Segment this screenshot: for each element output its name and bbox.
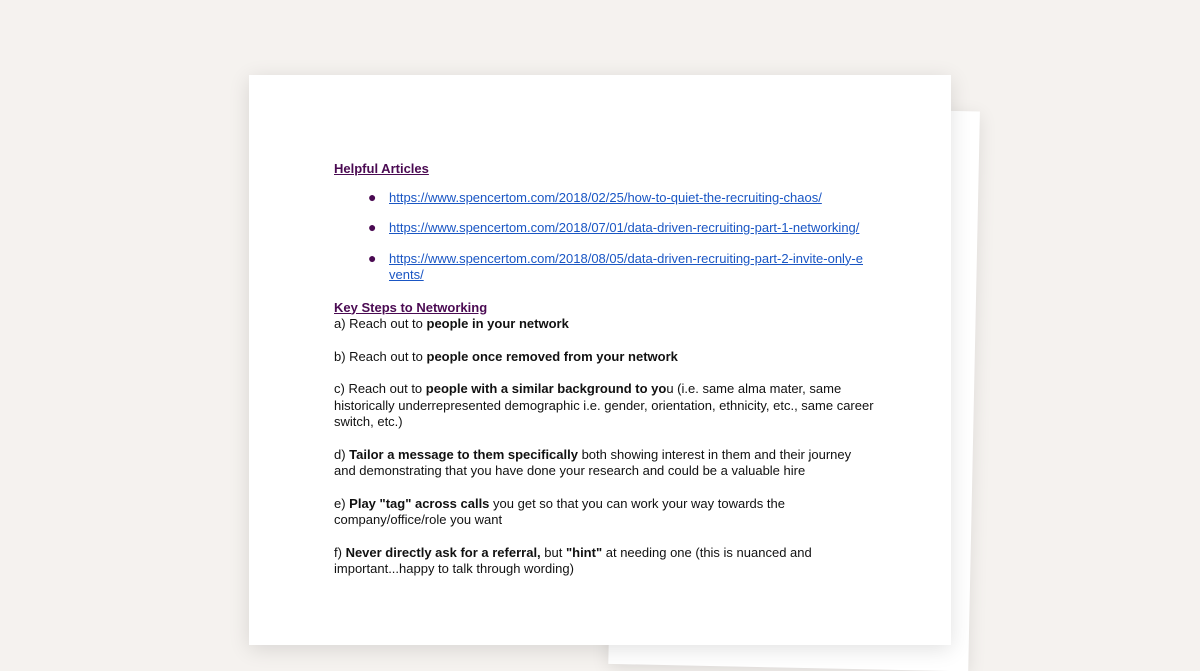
step-c (334, 381, 874, 431)
step-prefix: b) Reach out to (334, 348, 427, 364)
step-text: you get so that you can work your way towards the company/office/role you want (334, 495, 785, 527)
article-link-1[interactable]: https://www.spencertom.com/2018/02/25/how-to-quiet-the-recruiting-chaos/ (389, 189, 822, 205)
step-bold: Tailor a message to them specifically (349, 446, 578, 462)
step-prefix: e) (334, 495, 350, 511)
bullet-icon: ● (368, 219, 377, 235)
key-steps-heading: Key Steps to Networking (334, 299, 488, 315)
step-prefix: d) (334, 446, 350, 462)
step-bold: Never directly ask for a referral, (345, 544, 541, 560)
document-page (249, 75, 951, 645)
bullet-icon: ● (368, 188, 377, 205)
step-f (334, 545, 874, 578)
step-bold: people in your network (426, 316, 569, 331)
step-d (334, 447, 874, 480)
step-b (334, 349, 874, 366)
step-prefix: f) (334, 544, 346, 560)
step-prefix: a) Reach out to (334, 316, 427, 331)
article-link-2[interactable]: https://www.spencertom.com/2018/07/01/data-driven-recruiting-part-1-networking/ (389, 220, 860, 235)
step-bold: "hint" (565, 544, 603, 560)
step-text: at needing one (this is nuanced and important...happy to talk through wording) (334, 544, 812, 576)
document-content (334, 161, 874, 594)
step-text: both showing interest in them and their journey and demonstrating that you have done your research and could be a valuable hire (334, 446, 852, 478)
list-item (334, 220, 874, 237)
step-bold: people once removed from your network (426, 348, 678, 364)
step-bold: people with a similar background to yo (425, 381, 667, 396)
article-list (334, 190, 874, 284)
step-bold: Play "tag" across calls (349, 495, 490, 511)
article-link-3[interactable]: https://www.spencertom.com/2018/08/05/data-driven-recruiting-part-2-invite-only-events/ (389, 250, 863, 282)
helpful-articles-heading: Helpful Articles (334, 161, 429, 176)
step-e (334, 496, 874, 529)
step-text: but (540, 544, 566, 560)
list-item (334, 251, 874, 284)
list-item (334, 190, 874, 207)
step-a (334, 316, 874, 333)
step-prefix: c) Reach out to (334, 381, 426, 396)
step-text: u (i.e. same alma mater, same historically underrepresented demographic i.e. gender, orientation, ethnicity, etc., same career switch, etc.) (334, 381, 874, 429)
bullet-icon: ● (368, 249, 377, 266)
